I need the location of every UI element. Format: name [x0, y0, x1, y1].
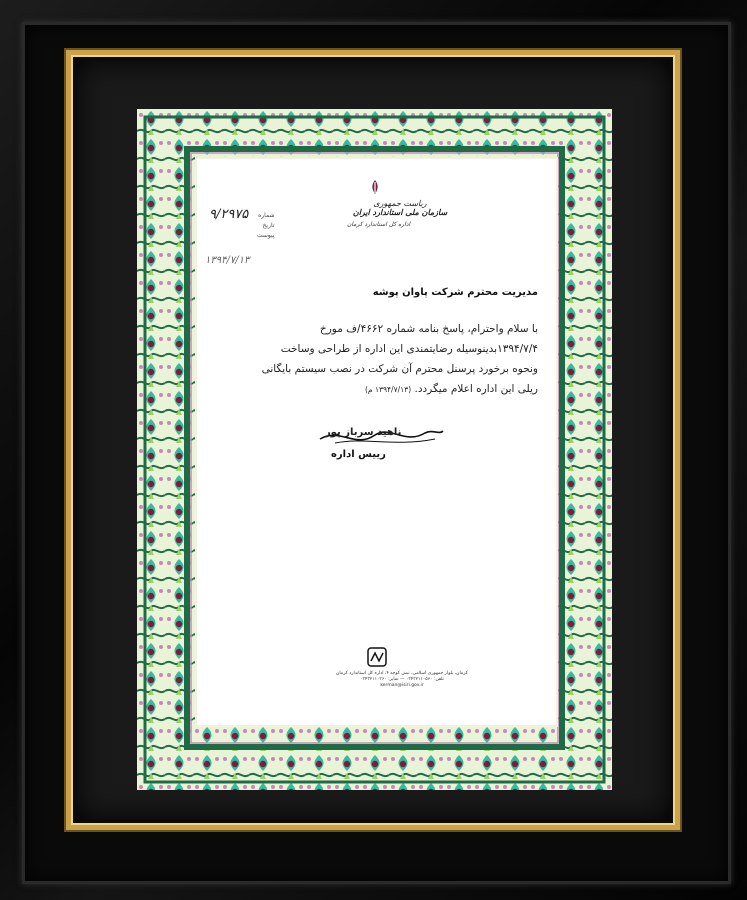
agency-name: ریاست جمهوری سازمان ملی استاندارد ایران [352, 199, 448, 217]
signer-title: رییس اداره [331, 449, 386, 460]
letter-body-date-note: (۱۳۹۴/۷/۱۳ م) [364, 385, 412, 394]
letter-body-line: ونحوه برخورد پرسنل محترم آن شرکت در نصب سیستم بایگانی [261, 363, 538, 375]
signer-name: ناهید سرباز پور [325, 427, 402, 438]
agency-subunit: اداره کل استاندارد کرمان [347, 221, 411, 228]
letter-meta [257, 211, 275, 241]
letter-body-line: با سلام واحترام، پاسخ بنامه شماره ۴۶۶۲/ف مورخ [319, 323, 538, 335]
letter-body-line: ۱۳۹۴/۷/۴بدینوسیله رضایتمندی این اداره از طراحی وساخت [280, 343, 538, 355]
letter-footer: کرمان، بلوار جمهوری اسلامی، نبش کوچه ۴، اداره کل استاندارد کرمان تلفن: ۰۳۴۳۲۱۱۰۵۶۰ — نمابر: ۰۳۴۳۲۱۱۰۳۶۰ kerman@isiri.gov.ir [336, 671, 468, 688]
iran-emblem-icon [368, 179, 382, 195]
meta-label-number: شماره [258, 212, 275, 219]
handwritten-letter-number: ۹/۲۹۷۵ [209, 207, 249, 222]
letter-addressee: مدیریت محترم شرکت پاوان پوشه [372, 287, 538, 298]
meta-label-attachment: پیوست [257, 232, 275, 239]
meta-label-date: تاریخ [262, 222, 275, 229]
letter-body [198, 319, 538, 400]
letter-page [195, 157, 558, 727]
letter-body-line: ریلی این اداره اعلام میگردد. (۱۳۹۴/۷/۱۳ م) [364, 383, 538, 395]
standard-logo-icon [367, 647, 387, 667]
handwritten-letter-date: ۱۳۹۴/۷/۱۳ [205, 255, 250, 266]
